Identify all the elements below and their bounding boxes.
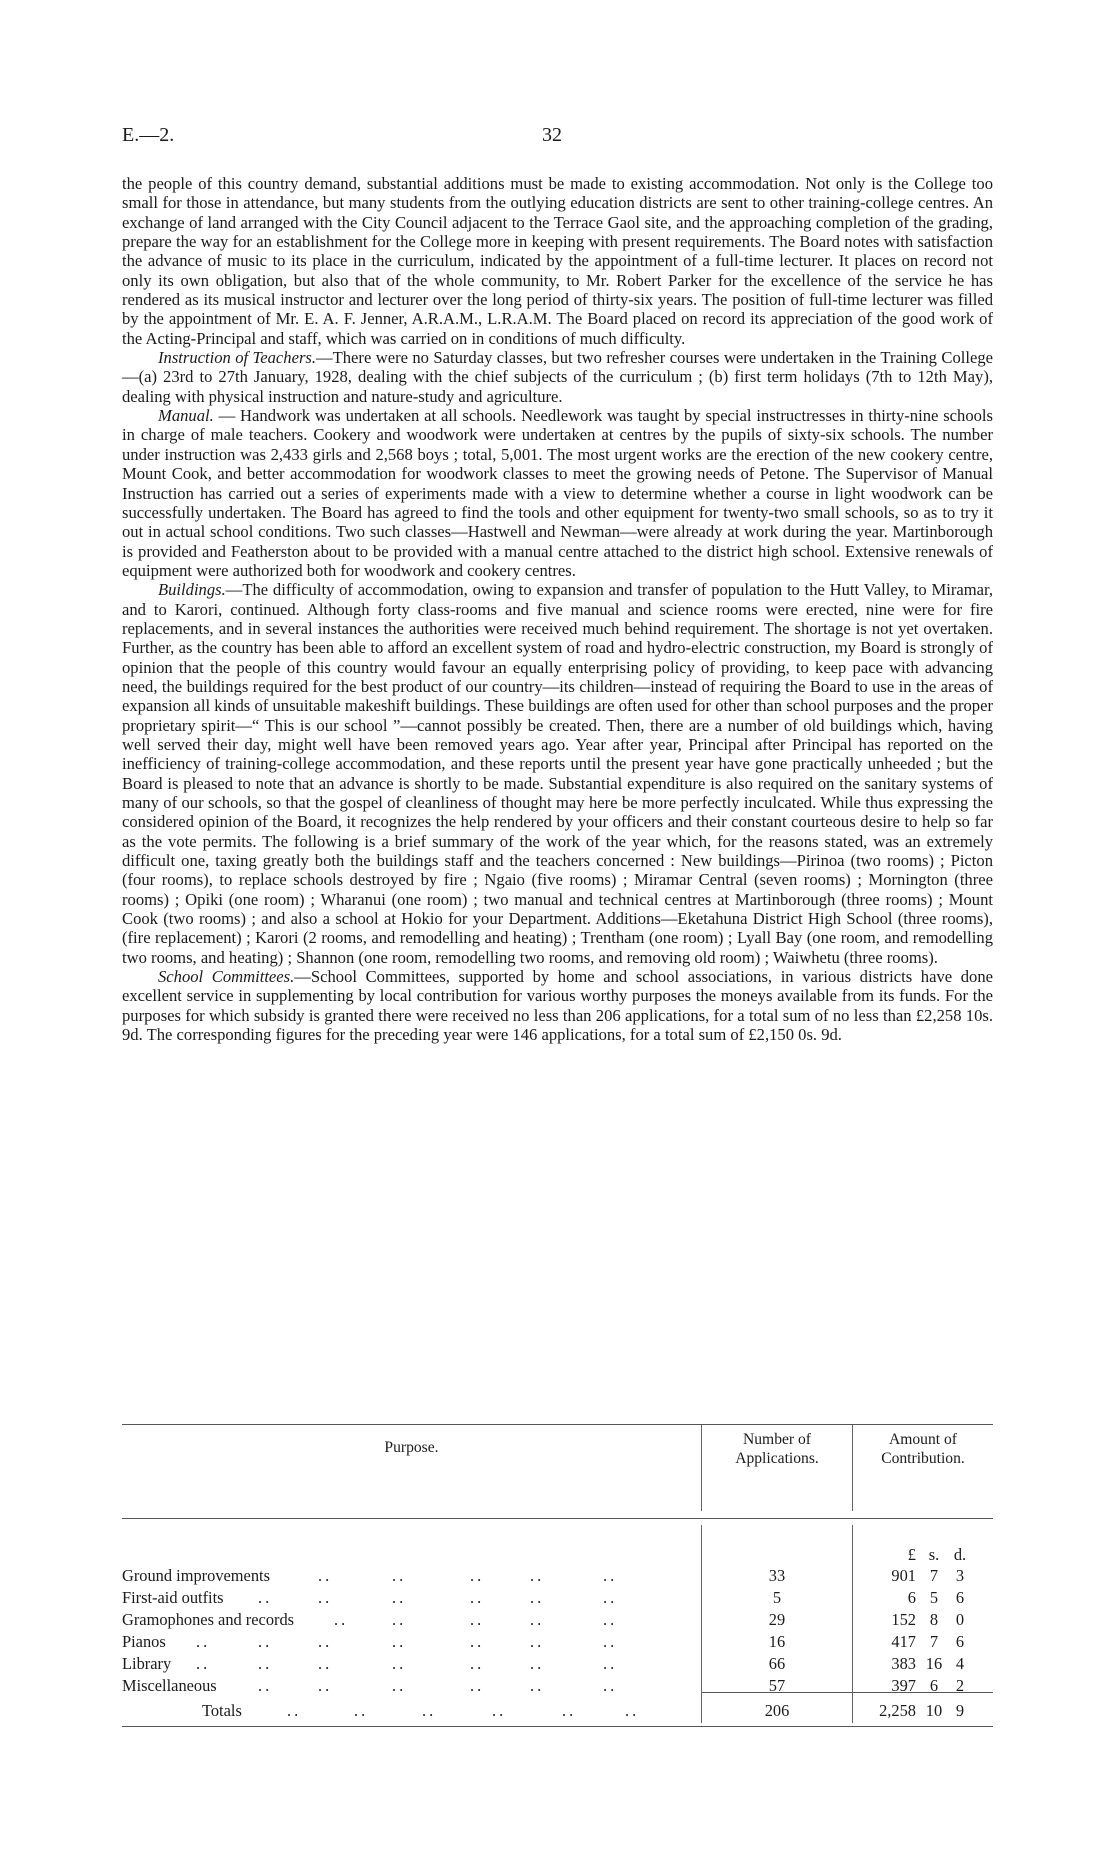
shillings-unit: s. bbox=[928, 1545, 940, 1564]
leader-dots: .. .. .. .. .. .. .. bbox=[196, 1632, 618, 1651]
header-line: Number of bbox=[743, 1431, 811, 1448]
pence-unit: d. bbox=[953, 1545, 967, 1564]
paragraph-text: —There were no Saturday classes, but two refresher courses were undertaken in the Training College—(a) 23rd to 27th January, 1928, dealing with the chief subjects of the curriculum ; (b) first term holidays (7th to 12th May), dealing with physical instruction and nature-study and agriculture. bbox=[122, 348, 993, 406]
table-row bbox=[122, 1566, 993, 1588]
page-header bbox=[122, 124, 993, 150]
shillings-value: 5 bbox=[929, 1588, 939, 1607]
leader-dots: .. .. .. .. .. .. bbox=[258, 1676, 618, 1695]
pounds-value: 397 bbox=[891, 1676, 916, 1695]
pence-value: 6 bbox=[955, 1632, 965, 1651]
totals-applications: 206 bbox=[764, 1701, 790, 1720]
paragraph-instruction-of-teachers bbox=[122, 348, 993, 406]
pounds-value: 383 bbox=[891, 1654, 916, 1673]
section-heading: Manual. bbox=[158, 406, 214, 426]
header-line: Contribution. bbox=[881, 1450, 965, 1467]
pence-value: 3 bbox=[955, 1566, 965, 1585]
purpose-cell: Pianos bbox=[122, 1632, 166, 1651]
leader-dots: .. .. .. .. .. .. .. bbox=[196, 1654, 618, 1673]
section-heading: School Committees. bbox=[158, 967, 295, 987]
header-line: Amount of bbox=[888, 1431, 957, 1448]
applications-cell: 29 bbox=[768, 1610, 786, 1629]
table-row bbox=[122, 1632, 993, 1654]
paragraph-text: the people of this country demand, substantial additions must be made to existing accommodation. Not only is the College too small for those in attendance, but many students from the outlying education districts are sent to other training-college centres. An exchange of land arranged with the City Council adjacent to the Terrace Gaol site, and the approaching completion of the grading, prepare the way for an establishment for the College more in keeping with present requirements. The Board notes with satisfaction the advance of music to its place in the curriculum, indicated by the appointment of a full-time lecturer. It places on record not only its own obligation, but also that of the whole community, to Mr. Robert Parker for the excellence of the service he has rendered as its musical instructor and lecturer over the long period of thirty-six years. The position of full-time lecturer was filled by the appointment of Mr. E. A. F. Jenner, A.R.A.M., L.R.A.M. The Board placed on record its appreciation of the good work of the Acting-Principal and staff, which was carried on in conditions of much difficulty. bbox=[122, 174, 993, 348]
totals-apps-rule bbox=[702, 1692, 852, 1693]
leader-dots: .. .. .. .. .. .. bbox=[258, 1588, 618, 1607]
table-header-rule bbox=[122, 1518, 993, 1519]
paragraph-buildings bbox=[122, 580, 993, 967]
leader-dots: .. .. .. .. .. .. bbox=[287, 1701, 640, 1720]
paragraph-school-committees bbox=[122, 967, 993, 1044]
leader-dots: .. .. .. .. .. bbox=[334, 1610, 618, 1629]
body-text bbox=[122, 174, 993, 1044]
contributions-table bbox=[122, 1425, 993, 1712]
pence-value: 6 bbox=[955, 1588, 965, 1607]
totals-row bbox=[122, 1701, 993, 1723]
pence-value: 2 bbox=[955, 1676, 965, 1695]
pounds-value: 2,258 bbox=[879, 1701, 916, 1720]
header-line: Applications. bbox=[735, 1450, 819, 1467]
page-number: 32 bbox=[542, 124, 562, 146]
table-row bbox=[122, 1588, 993, 1610]
shillings-value: 7 bbox=[929, 1566, 939, 1585]
pounds-value: 901 bbox=[891, 1566, 916, 1585]
column-divider bbox=[701, 1685, 702, 1723]
table-row bbox=[122, 1676, 993, 1698]
paragraph-manual bbox=[122, 406, 993, 580]
applications-cell: 33 bbox=[768, 1566, 786, 1585]
pounds-value: 417 bbox=[891, 1632, 916, 1651]
paragraph-college-accommodation bbox=[122, 174, 993, 348]
totals-amount-rule bbox=[853, 1692, 993, 1693]
paragraph-text: —The difficulty of accommodation, owing to expansion and transfer of population to the Hutt Valley, to Miramar, and to Karori, continued. Although forty class-rooms and five manual and science rooms were erected, nine were for fire replacements, and in several instances the authorities were received much behind requirement. The shortage is not yet overtaken. Further, as the country has been able to afford an excellent system of road and hydro-electric construction, my Board is strongly of opinion that the people of this country would favour an equally enterprising policy of providing, to keep pace with advancing need, the buildings required for the best product of our country—its children—instead of requiring the Board to use in the areas of expansion all kinds of unsuitable makeshift buildings. These buildings are often used for other than school purposes and the proper proprietary spirit—“ This is our school ”—cannot possibly be created. Then, there are a number of old buildings which, having well served their day, might well have been removed years ago. Year after year, Principal after Principal has reported on the inefficiency of training-college accommodation, and these reports until the present year have gone practically unheeded ; but the Board is pleased to note that an advance is shortly to be made. Substantial expenditure is also required on the sanitary systems of many of our schools, so that the gospel of cleanliness of thought may here be more perfectly inculcated. While thus expressing the considered opinion of the Board, it recognizes the help rendered by your officers and their constant courteous desire to help so far as the vote permits. The following is a brief summary of the work of the year which, for the reasons stated, was an extremely difficult one, taxing greatly both the buildings staff and the teachers concerned : New buildings—Pirinoa (two rooms) ; Picton (four rooms), to replace schools destroyed by fire ; Ngaio (five rooms) ; Miramar Central (seven rooms) ; Mornington (three rooms) ; Opiki (one room) ; Wharanui (one room) ; two manual and technical centres at Martinborough (three rooms) ; Mount Cook (two rooms) ; and also a school at Hokio for your Department. Additions—Eketahuna District High School (three rooms), (fire replacement) ; Karori (2 rooms, and remodelling and heating) ; Trentham (one room) ; Lyall Bay (one room, and remodelling two rooms, and heating) ; Shannon (one room, remodelling two rooms, and removing old room) ; Waiwhetu (three rooms). bbox=[122, 580, 993, 967]
leader-dots: .. .. .. .. .. bbox=[318, 1566, 618, 1585]
purpose-cell: Gramophones and records bbox=[122, 1610, 295, 1629]
table-row bbox=[122, 1654, 993, 1676]
table-bottom-rule bbox=[122, 1726, 993, 1727]
section-heading: Instruction of Teachers. bbox=[158, 348, 317, 368]
purpose-cell: Library bbox=[122, 1654, 172, 1673]
pence-value: 9 bbox=[955, 1701, 965, 1720]
shillings-value: 10 bbox=[925, 1701, 943, 1720]
shillings-value: 6 bbox=[929, 1676, 939, 1695]
applications-cell: 5 bbox=[772, 1588, 782, 1607]
currency-units-row bbox=[122, 1545, 993, 1567]
applications-cell: 16 bbox=[768, 1632, 786, 1651]
paragraph-text: —School Committees, supported by home and school associations, in various districts have done excellent service in supplementing by local contribution for various worthy purposes the moneys available from its funds. For the purposes for which subsidy is granted there were received no less than 206 applications, for a total sum of no less than £2,258 10s. 9d. The corresponding figures for the preceding year were 146 applications, for a total sum of £2,150 0s. 9d. bbox=[122, 967, 993, 1045]
pounds-value: 152 bbox=[891, 1610, 916, 1629]
totals-label: Totals bbox=[202, 1701, 242, 1720]
applications-cell: 57 bbox=[768, 1676, 786, 1695]
purpose-column-header: Purpose. bbox=[384, 1439, 439, 1456]
purpose-cell: Miscellaneous bbox=[122, 1676, 217, 1695]
amount-column-header bbox=[853, 1430, 993, 1468]
pounds-unit: £ bbox=[907, 1545, 916, 1564]
pence-value: 0 bbox=[955, 1610, 965, 1629]
pence-value: 4 bbox=[955, 1654, 965, 1673]
shillings-value: 16 bbox=[925, 1654, 943, 1673]
applications-cell: 66 bbox=[768, 1654, 786, 1673]
column-divider bbox=[852, 1685, 853, 1723]
purpose-cell: Ground improvements bbox=[122, 1566, 270, 1585]
table-row bbox=[122, 1610, 993, 1632]
shillings-value: 8 bbox=[929, 1610, 939, 1629]
document-code: E.—2. bbox=[122, 124, 175, 146]
paragraph-text: — Handwork was undertaken at all schools. Needlework was taught by special instructresses in thirty-nine schools in charge of male teachers. Cookery and woodwork were undertaken at centres by the pupils of sixty-six schools. The number under instruction was 2,433 girls and 2,568 boys ; total, 5,001. The most urgent works are the erection of the new cookery centre, Mount Cook, and better accommodation for woodwork classes to meet the growing needs of Petone. The Supervisor of Manual Instruction has carried out a series of experiments made with a view to determine whether a course in light woodwork can be successfully undertaken. The Board has agreed to find the tools and other equipment for twenty-two small schools, so as to try it out in actual school conditions. Two such classes—Hastwell and Newman—were already at work during the year. Martinborough is provided and Featherston about to be provided with a manual centre attached to the district high school. Extensive renewals of equipment were authorized both for woodwork and cookery centres. bbox=[122, 406, 993, 580]
section-heading: Buildings. bbox=[158, 580, 226, 600]
purpose-cell: First-aid outfits bbox=[122, 1588, 224, 1607]
pounds-value: 6 bbox=[907, 1588, 916, 1607]
applications-column-header bbox=[702, 1430, 852, 1468]
shillings-value: 7 bbox=[929, 1632, 939, 1651]
